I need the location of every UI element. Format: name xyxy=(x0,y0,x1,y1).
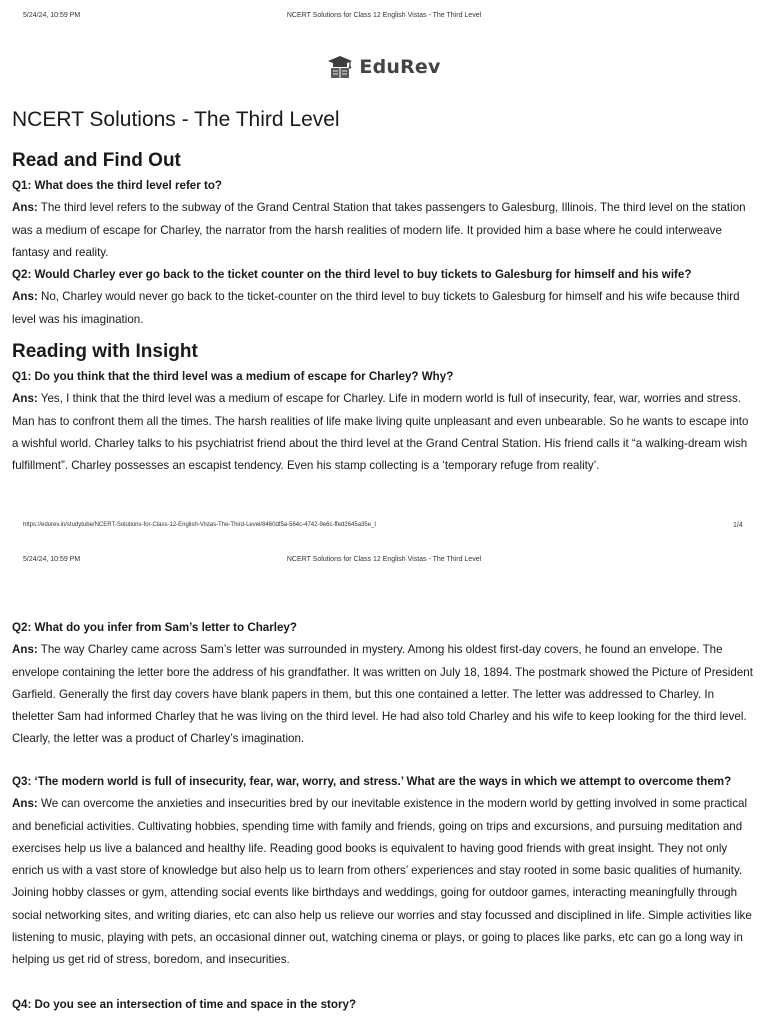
answer-label: Ans: xyxy=(12,643,38,657)
answer-label: Ans: xyxy=(12,201,38,215)
edurev-logo[interactable] xyxy=(0,55,768,79)
logo-text: EduRev xyxy=(359,56,441,78)
answer xyxy=(12,197,758,264)
graduation-cap-book-icon xyxy=(327,55,353,79)
answer-text: No, Charley would never go back to the ticket-counter on the third level to buy tickets to Galesburg for himself and his wife because third level was his imagination. xyxy=(12,290,740,326)
print-datetime: 5/24/24, 10:59 PM xyxy=(23,556,81,563)
question-block-q2 xyxy=(12,617,758,751)
section-reading-with-insight xyxy=(12,338,758,477)
question: Q2: What do you infer from Sam’s letter to Charley? xyxy=(12,621,297,634)
answer xyxy=(12,286,758,331)
answer xyxy=(12,388,758,477)
section-heading: Read and Find Out xyxy=(12,150,181,171)
question: Q2: Would Charley ever go back to the ticket counter on the third level to buy tickets to Galesburg for himself and his wife? xyxy=(12,268,692,282)
print-url: https://edurev.in/studytube/NCERT-Solutions-for-Class-12-English-Vistas-The-Third-Level/8460df5a-564c-4742-9e6c-ffed2645a35e_t xyxy=(23,522,377,528)
answer-text: The way Charley came across Sam’s letter was surrounded in mystery. Among his oldest first-day covers, he found an envelope. The envelope containing the letter bore the address of his grandfather. It was written on July 18, 1894. The postmark showed the Picture of President Garfield. Generally the first day covers have blank papers in them, but this one contained a letter. The letter was addressed to Charley. In theletter Sam had informed Charley that he was living on the third level. He had also told Charley and his wife to keep looking for the third level. Clearly, the letter was a product of Charley’s imagination. xyxy=(12,643,753,746)
question: Q1: Do you think that the third level was a medium of escape for Charley? Why? xyxy=(12,370,454,383)
answer-text: Yes, I think that the third level was a medium of escape for Charley. Life in modern world is full of insecurity, fear, war, worries and stress. Man has to confront them all the times. The harsh realities of life make living quite unpleasant and even unbearable. So he wants to escape into a wishful world. Charley talks to his psychiatrist friend about the third level at the Grand Central Station. His friend calls it “a walking-dream wish fulfillment”. Charley possesses an escapist tendency. Even his stamp collecting is a ‘temporary refuge from reality’. xyxy=(12,392,749,473)
question-block-q3 xyxy=(12,771,758,972)
page-title: NCERT Solutions - The Third Level xyxy=(12,108,340,131)
print-doc-title: NCERT Solutions for Class 12 English Vistas - The Third Level xyxy=(286,12,482,19)
answer-text: We can overcome the anxieties and insecurities bred by our inevitable existence in the modern world by getting involved in some practical and beneficial activities. Cultivating hobbies, spending time with family and friends, going on trips and excursions, and pursuing meditation and exercises help us live a balanced and healthy life. Reading good books is equivalent to having good friends with great insight. They not only enrich us with a vast store of knowledge but also help us to learn from others’ experiences and stay rooted in some basic qualities of humanity. Joining hobby classes or gym, attending social events like birthdays and weddings, going for outdoor games, interacting meaningfully through social networking sites, and writing diaries, etc can also help us relieve our worries and stay focussed and disciplined in life. Simple activities like listening to music, playing with pets, an occasional dinner out, watching cinema or plays, or going to places like parks, etc can go a long way in helping us get rid of stress, boredom, and insecurities. xyxy=(12,797,752,967)
print-datetime: 5/24/24, 10:59 PM xyxy=(23,12,81,19)
question: Q1: What does the third level refer to? xyxy=(12,179,223,192)
question-block-q4 xyxy=(12,994,758,1016)
answer-label: Ans: xyxy=(12,392,38,406)
question: Q3: ‘The modern world is full of insecurity, fear, war, worry, and stress.’ What are the ways in which we attempt to overcome them? xyxy=(12,775,732,788)
print-doc-title: NCERT Solutions for Class 12 English Vistas - The Third Level xyxy=(286,556,482,563)
answer xyxy=(12,793,758,971)
section-read-and-find-out xyxy=(12,147,758,331)
section-heading: Reading with Insight xyxy=(12,341,198,362)
answer xyxy=(12,639,758,750)
answer-label: Ans: xyxy=(12,797,38,811)
print-page-number: 1/4 xyxy=(733,522,743,529)
answer-label: Ans: xyxy=(12,290,38,304)
question: Q4: Do you see an intersection of time and space in the story? xyxy=(12,998,357,1011)
answer-text: The third level refers to the subway of the Grand Central Station that takes passengers to Galesburg, Illinois. The third level on the station was a medium of escape for Charley, the narrator from the harsh realities of modern life. It provided him a base where he could interweave fantasy and reality. xyxy=(12,201,746,259)
